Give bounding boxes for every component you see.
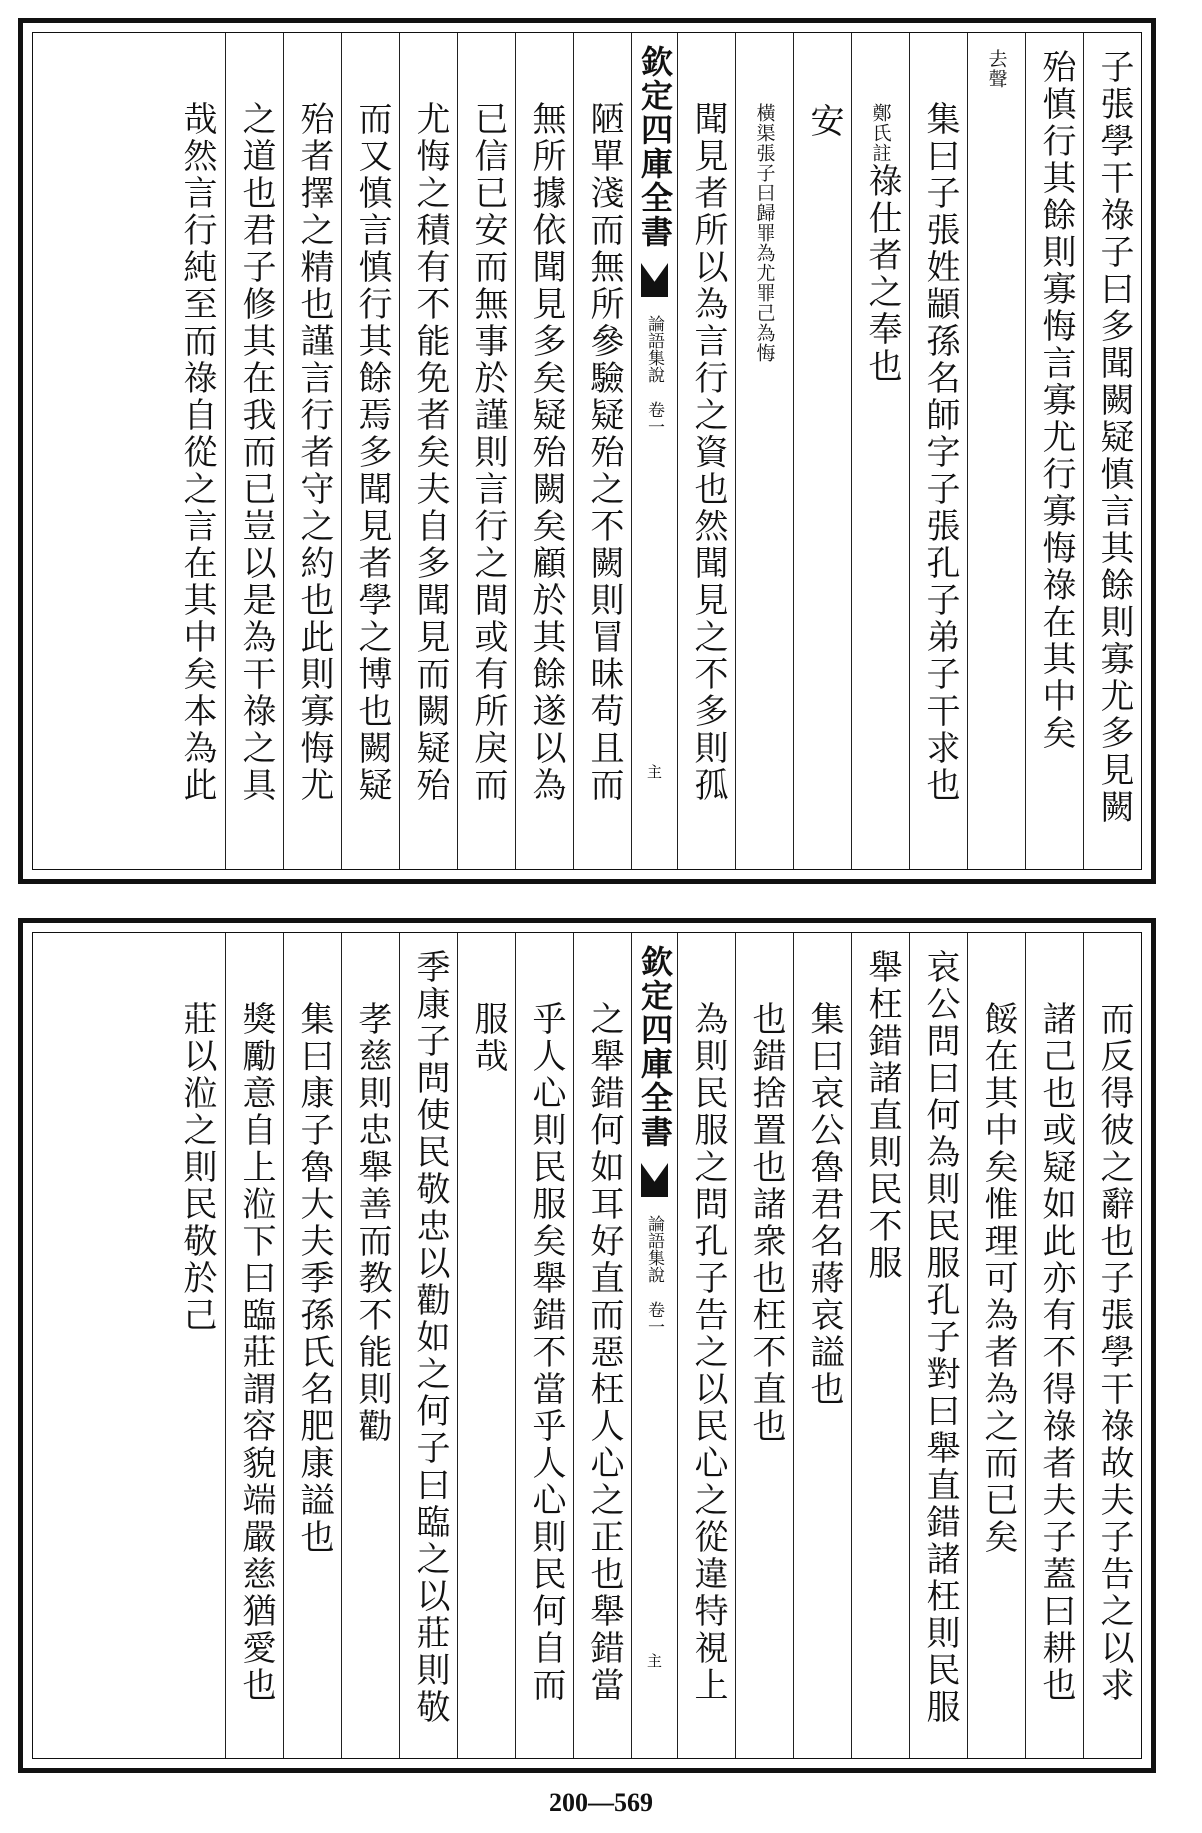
center-volume: 卷一 [644, 401, 664, 435]
text-column: 餒在其中矣惟理可為者為之而已矣 [967, 933, 1025, 1758]
center-subtitle: 論語集說 [644, 1215, 664, 1283]
text-column: 季康子問使民敬忠以勸如之何子曰臨之以莊則敬 [399, 933, 457, 1758]
text-column: 集曰子張姓顓孫名師字子張孔子弟子干求也 [909, 33, 967, 869]
text-column: 去聲 [967, 33, 1025, 869]
text-column: 尤悔之積有不能免者矣夫自多聞見而闕疑殆 [399, 33, 457, 869]
text-column: 諸己也或疑如此亦有不得祿者夫子蓋曰耕也 [1025, 933, 1083, 1758]
text-column: 橫渠張子曰歸罪為尤罪己為悔 [735, 33, 793, 869]
text-column: 安 [793, 33, 851, 869]
text-column: 殆者擇之精也謹言行者守之約也此則寡悔尤 [283, 33, 341, 869]
text-column: 集曰康子魯大夫季孫氏名肥康謚也 [283, 933, 341, 1758]
bottom-page-frame [32, 932, 1142, 1759]
center-subtitle: 論語集說 [644, 315, 664, 383]
text-column: 哀公問曰何為則民服孔子對曰舉直錯諸枉則民服 [909, 933, 967, 1758]
text-column: 也錯捨置也諸衆也枉不直也 [735, 933, 793, 1758]
text-column: 舉枉錯諸直則民不服 [851, 933, 909, 1758]
text-column: 之道也君子修其在我而已豈以是為干祿之具 [225, 33, 283, 869]
page-number: 200—569 [549, 1788, 653, 1817]
center-spine [631, 933, 677, 1758]
text-column: 已信已安而無事於謹則言行之間或有所戾而 [457, 33, 515, 869]
center-title: 欽定四庫全書 [636, 945, 674, 1149]
text-column: 殆慎行其餘則寡悔言寡尤行寡悔祿在其中矣 [1025, 33, 1083, 869]
text-column: 陋單淺而無所參驗疑殆之不闕則冒昧苟且而 [573, 33, 631, 869]
text-column: 鄭氏註 祿仕者之奉也 [851, 33, 909, 869]
text-column: 莊以涖之則民敬於己 [177, 1001, 217, 1334]
center-title: 欽定四庫全書 [636, 45, 674, 249]
text-column: 集曰哀公魯君名蔣哀謚也 [793, 933, 851, 1758]
fish-tail-ornament [641, 263, 668, 297]
text-column: 子張學干祿子曰多聞闕疑慎言其餘則寡尤多見闕 [1083, 33, 1141, 869]
text-column: 為則民服之問孔子告之以民心之從違特視上 [677, 933, 735, 1758]
text-column: 而又慎言慎行其餘焉多聞見者學之博也闕疑 [341, 33, 399, 869]
center-volume: 卷一 [644, 1301, 664, 1335]
text-column: 乎人心則民服矣舉錯不當乎人心則民何自而 [515, 933, 573, 1758]
bottom-page [18, 918, 1156, 1773]
top-page-frame [32, 32, 1142, 870]
text-column: 哉然言行純至而祿自從之言在其中矣本為此 [177, 101, 217, 804]
fish-tail-ornament [641, 1163, 668, 1197]
text-column: 之舉錯何如耳好直而惡枉人心之正也舉錯當 [573, 933, 631, 1758]
text-column: 而反得彼之辭也子張學干祿故夫子告之以求 [1083, 933, 1141, 1758]
text-column: 獎勵意自上涖下曰臨莊謂容貌端嚴慈猶愛也 [225, 933, 283, 1758]
text-column: 聞見者所以為言行之資也然聞見之不多則孤 [677, 33, 735, 869]
text-column: 服哉 [457, 933, 515, 1758]
center-spine [631, 33, 677, 869]
text-column: 無所據依聞見多矣疑殆闕矣顧於其餘遂以為 [515, 33, 573, 869]
top-page [18, 18, 1156, 884]
folio-number: 主 [645, 764, 663, 779]
text-column: 孝慈則忠舉善而教不能則勸 [341, 933, 399, 1758]
folio-number: 主 [645, 1653, 663, 1668]
